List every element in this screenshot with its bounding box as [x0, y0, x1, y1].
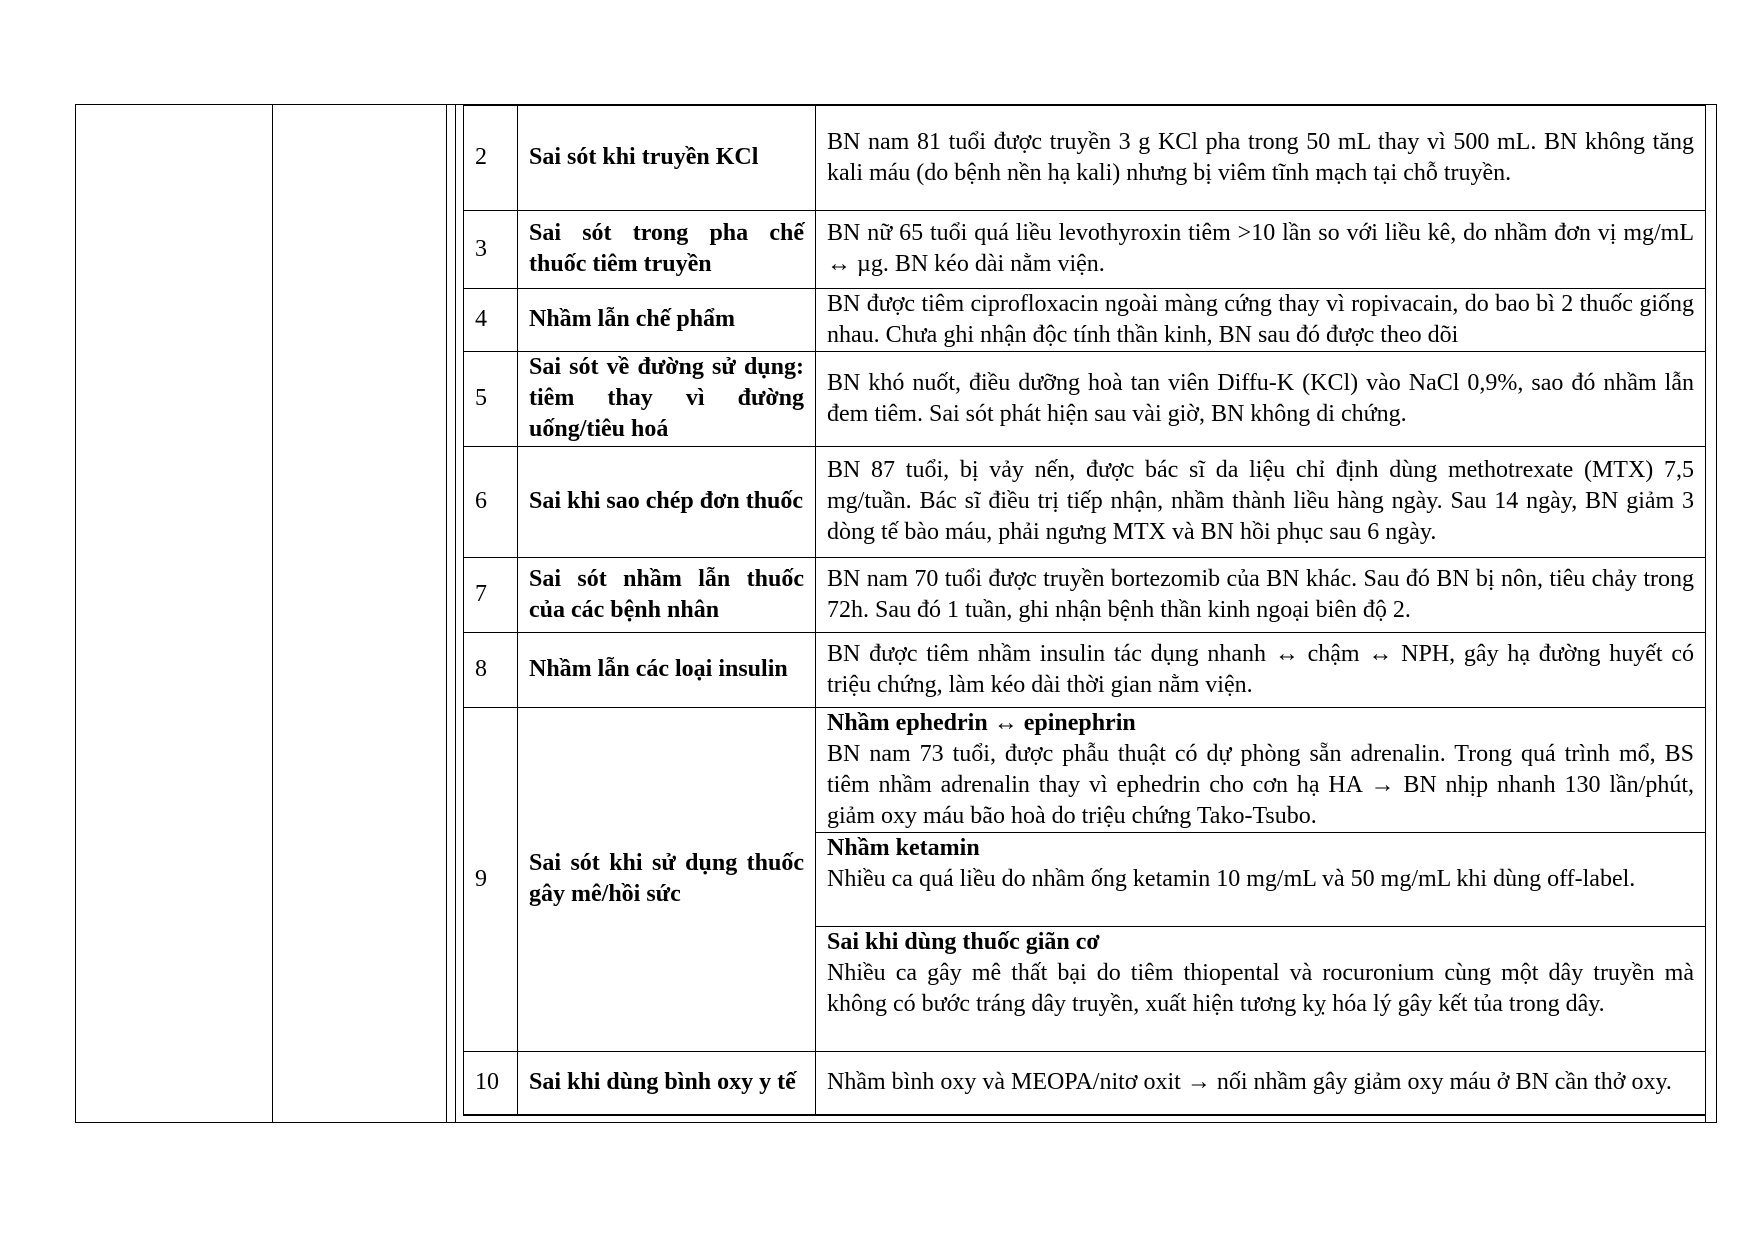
- row-number: 3: [464, 210, 518, 288]
- error-description: BN khó nuốt, điều dưỡng hoà tan viên Diffu-K (KCl) vào NaCl 0,9%, sao đó nhầm lẫn đem tiêm. Sai sót phát hiện sau vài giờ, BN không di chứng.: [816, 351, 1706, 446]
- error-description: Nhầm bình oxy và MEOPA/nitơ oxit → nối nhầm gây giảm oxy máu ở BN cần thở oxy.: [816, 1051, 1706, 1115]
- row-number: 10: [464, 1051, 518, 1115]
- table-row: [464, 288, 1706, 351]
- column-divider: [446, 104, 447, 1123]
- medication-error-table: [463, 104, 1706, 1116]
- row-number: 6: [464, 446, 518, 557]
- error-type: Sai sót khi sử dụng thuốc gây mê/hồi sức: [518, 707, 816, 1051]
- error-description: BN nam 81 tuổi được truyền 3 g KCl pha trong 50 mL thay vì 500 mL. BN không tăng kali máu (do bệnh nền hạ kali) nhưng bị viêm tĩnh mạch tại chỗ truyền.: [816, 105, 1706, 210]
- sub-case-text: Nhiều ca gây mê thất bại do tiêm thiopental và rocuronium cùng một dây truyền mà không có bước tráng dây truyền, xuất hiện tương kỵ hóa lý gây kết tủa trong dây.: [827, 959, 1694, 1017]
- error-description: BN được tiêm nhầm insulin tác dụng nhanh ↔ chậm ↔ NPH, gây hạ đường huyết có triệu chứng, làm kéo dài thời gian nằm viện.: [816, 632, 1706, 707]
- error-type: Sai sót về đường sử dụng: tiêm thay vì đường uống/tiêu hoá: [518, 351, 816, 446]
- sub-case: [816, 708, 1705, 832]
- table-row: [464, 557, 1706, 632]
- row-number: 2: [464, 105, 518, 210]
- error-type: Nhầm lẫn chế phẩm: [518, 288, 816, 351]
- table-row: [464, 632, 1706, 707]
- row-number: 7: [464, 557, 518, 632]
- row-number: 9: [464, 707, 518, 1051]
- sub-case: [816, 832, 1705, 926]
- error-description: BN nữ 65 tuổi quá liều levothyroxin tiêm >10 lần so với liều kê, do nhầm đơn vị mg/mL ↔ µg. BN kéo dài nằm viện.: [816, 210, 1706, 288]
- row-number: 5: [464, 351, 518, 446]
- error-description: BN nam 70 tuổi được truyền bortezomib của BN khác. Sau đó BN bị nôn, tiêu chảy trong 72h. Sau đó 1 tuần, ghi nhận bệnh thần kinh ngoại biên độ 2.: [816, 557, 1706, 632]
- row-number: 4: [464, 288, 518, 351]
- error-description: BN 87 tuổi, bị vảy nến, được bác sĩ da liệu chỉ định dùng methotrexate (MTX) 7,5 mg/tuần. Bác sĩ điều trị tiếp nhận, nhầm thành liều hàng ngày. Sau 14 ngày, BN giảm 3 dòng tế bào máu, phải ngưng MTX và BN hồi phục sau 6 ngày.: [816, 446, 1706, 557]
- column-divider: [272, 104, 273, 1123]
- sub-case-text: Nhiều ca quá liều do nhầm ống ketamin 10 mg/mL và 50 mg/mL khi dùng off-label.: [827, 865, 1636, 892]
- error-description-group: [816, 707, 1706, 1051]
- table-row: [464, 351, 1706, 446]
- table-row: [464, 446, 1706, 557]
- sub-case-text: BN nam 73 tuổi, được phẫu thuật có dự phòng sẵn adrenalin. Trong quá trình mổ, BS tiêm nhầm adrenalin thay vì ephedrin cho cơn hạ HA → BN nhịp nhanh 130 lần/phút, giảm oxy máu bão hoà do triệu chứng Tako-Tsubo.: [827, 740, 1694, 829]
- sub-case-heading: Nhầm ephedrin ↔ epinephrin: [827, 709, 1136, 736]
- error-type: Sai khi sao chép đơn thuốc: [518, 446, 816, 557]
- error-description: BN được tiêm ciprofloxacin ngoài màng cứng thay vì ropivacain, do bao bì 2 thuốc giống nhau. Chưa ghi nhận độc tính thần kinh, BN sau đó được theo dõi: [816, 288, 1706, 351]
- row-number: 8: [464, 632, 518, 707]
- error-type: Nhầm lẫn các loại insulin: [518, 632, 816, 707]
- error-type: Sai sót trong pha chế thuốc tiêm truyền: [518, 210, 816, 288]
- sub-case-heading: Sai khi dùng thuốc giãn cơ: [827, 928, 1100, 955]
- column-divider: [455, 104, 456, 1123]
- table-row: [464, 105, 1706, 210]
- table-row: [464, 707, 1706, 1051]
- error-type: Sai sót nhầm lẫn thuốc của các bệnh nhân: [518, 557, 816, 632]
- error-type: Sai sót khi truyền KCl: [518, 105, 816, 210]
- column-divider: [1705, 104, 1706, 1123]
- table-row: [464, 210, 1706, 288]
- table-row: [464, 1051, 1706, 1115]
- error-type: Sai khi dùng bình oxy y tế: [518, 1051, 816, 1115]
- sub-case: [816, 926, 1705, 1051]
- sub-case-heading: Nhầm ketamin: [827, 834, 980, 861]
